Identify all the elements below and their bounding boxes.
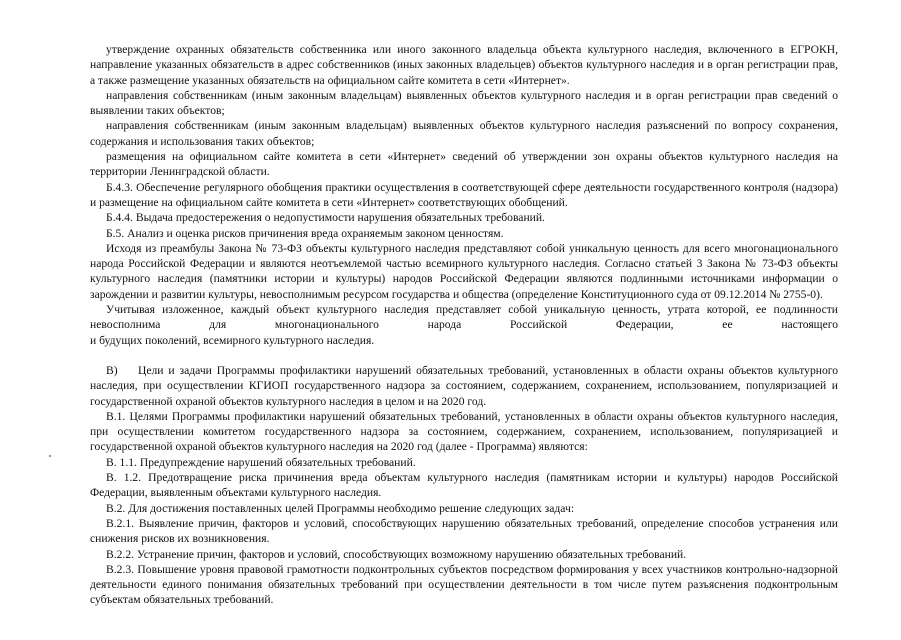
paragraph-v-1: В.1. Целями Программы профилактики нарушений обязательных требований, установленных в области охраны объектов культурного наследия, при осуществлении комитетом государственного надзора за состоянием, содержанием, сохранением, использованием, популяризацией и государственной охраной объектов культурного наследия на 2020 год (далее - Программа) являются: [90, 409, 838, 454]
paragraph-explanations: направления собственникам (иным законным владельцам) выявленных объектов культурного наследия разъяснений по вопросу сохранения, содержания и использования таких объектов; [90, 119, 838, 148]
section-v-heading [90, 363, 838, 409]
paragraph-v-1-1: В. 1.1. Предупреждение нарушений обязательных требований. [106, 455, 416, 469]
scan-speck [49, 455, 51, 457]
paragraph-v-2-1: В.2.1. Выявление причин, факторов и условий, способствующих нарушению обязательных требований, определение способов устранения или снижения рисков их возникновения. [90, 516, 838, 546]
paragraph-b-4-3: Б.4.3. Обеспечение регулярного обобщения практики осуществления в соответствующей сфере деятельности государственного контроля (надзора) и размещение на официальном сайте комитета в сети «Интернет» соответствующих обобщений. [90, 180, 838, 209]
paragraph-identified-objects-info: направления собственникам (иным законным владельцам) выявленных объектов культурного наследия и в орган регистрации прав сведений о выявлении таких объектов; [90, 88, 838, 118]
section-letter: В) [106, 363, 118, 377]
section-title: Цели и задачи Программы профилактики нарушений обязательных требований, установленных в области охраны объектов культурного наследия, при осуществлении КГИОП государственного надзора за состоянием, содержанием, сохранением, использованием, популяризацией и государственной охраной объектов культурного наследия в целом и на 2020 год. [90, 363, 838, 408]
paragraph-protection-zones: размещения на официальном сайте комитета в сети «Интернет» сведений об утверждении зон охраны объектов культурного наследия на территории Ленинградской области. [90, 150, 838, 179]
paragraph-v-2-2: В.2.2. Устранение причин, факторов и условий, способствующих возможному нарушению обязательных требований. [106, 547, 687, 561]
paragraph-v-1-2: В. 1.2. Предотвращение риска причинения вреда объектам культурного наследия (памятникам истории и культуры) народов Российской Федерации, выявленным объектами культурного наследия. [90, 471, 838, 500]
paragraph-b-5: Б.5. Анализ и оценка рисков причинения вреда охраняемым законом ценностям. [106, 226, 504, 240]
section-spacer [90, 348, 838, 363]
paragraph-v-2-3: В.2.3. Повышение уровня правовой грамотности подконтрольных субъектов посредством формирования у всех участников контрольно-надзорной деятельности единого понимания обязательных требований при осуществлении деятельности в том числе путем разъяснения подконтрольным субъектам обязательных требований. [90, 562, 838, 607]
document-text [90, 42, 838, 608]
paragraph-b-4-4: Б.4.4. Выдача предостережения о недопустимости нарушения обязательных требований. [106, 211, 545, 225]
paragraph-v-2: В.2. Для достижения поставленных целей Программы необходимо решение следующих задач: [106, 501, 575, 515]
paragraph-unique-value-line2: и будущих поколений, всемирного культурного наследия. [90, 333, 375, 347]
paragraph-unique-value-line1: Учитывая изложенное, каждый объект культурного наследия представляет собой уникальную ценность, утрата которой, ее подлинности невосполнима для многонационального народа Российской Федерации, ее настоящего [90, 303, 838, 332]
paragraph-law-preamble: Исходя из преамбулы Закона № 73-ФЗ объекты культурного наследия представляют собой уникальную ценность для всего многонационального народа Российской Федерации и являются неотъемлемой частью всемирного культурного наследия. Согласно статьей 3 Закона № 73-ФЗ объекты культурного наследия (памятники истории и культуры) народов Российской Федерации являются подлинными источниками информации о зарождении и развитии культуры, невосполнимым ресурсом государства и общества (определение Конституционного суда от 09.12.2014 № 2755-0). [90, 241, 838, 301]
paragraph-owner-obligations: утверждение охранных обязательств собственника или иного законного владельца объекта культурного наследия, включенного в ЕГРОКН, направление указанных обязательств в адрес собственников (иных законных владельцев) объектов культурного наследия и в орган регистрации прав, а также размещение указанных обязательств на официальном сайте комитета в сети «Интернет». [90, 43, 838, 87]
